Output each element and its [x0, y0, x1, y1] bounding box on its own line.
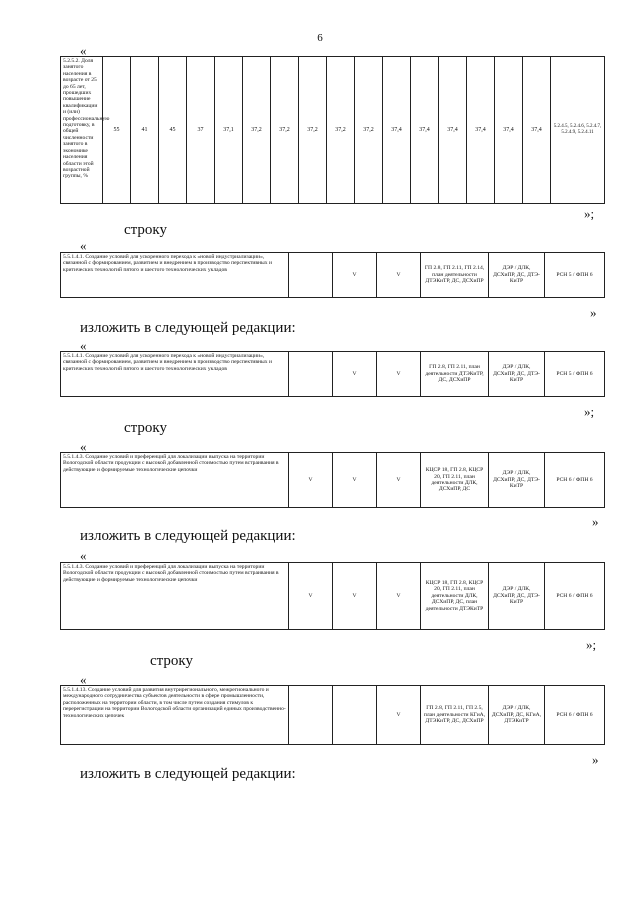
mark-cell: V — [333, 453, 377, 508]
closing-quote: »; — [584, 404, 595, 419]
indicator-value: 37,1 — [215, 57, 243, 204]
measure-description: 5.5.1.4.13. Создание условий для развития внутрирегионального, межрегионального и международного сотрудничества субъектов деятельности в сфере промышленности, расположенных на территории области, в том числе путем создания стимулов к перерегистрации на территории Вологодской области организаций единых производственно-технологических цепочек — [61, 686, 289, 745]
edit-phrase: изложить в следующей редакции: — [80, 766, 296, 782]
reference-cell: РСН 5 / ФПН 6 — [545, 253, 605, 298]
indicator-value: 37,2 — [243, 57, 271, 204]
closing-quote: »; — [584, 206, 595, 221]
mark-cell: V — [289, 563, 333, 630]
indicator-value: 37 — [187, 57, 215, 204]
executors-cell: ДЭР / ДЛК, ДСХиПР, ДС, КГиА, ДТЭКиТР — [489, 686, 545, 745]
measure-description: 5.5.1.4.3. Создание условий и преференций для локализации выпуска на территории Вологодской области продукции с высокой добавленной стоимостью путем встраивания в действующие и формируемые технологические цепочки — [61, 563, 289, 630]
indicator-label: 5.2.5.2. Доля занятого населения в возрасте от 25 до 65 лет, прошедших повышение квалификации и (или) профессиональную подготовку, в общей численности занятого в экономике населения области этой возрастной группы, % — [61, 57, 103, 204]
mark-cell: V — [333, 352, 377, 397]
indicator-value: 37,2 — [299, 57, 327, 204]
closing-quote: »; — [586, 637, 597, 652]
opening-quote: « — [80, 43, 87, 58]
executors-cell: ДЭР / ДЛК, ДСХиПР, ДС, ДТЭ-КиТР — [489, 453, 545, 508]
indicator-value: 37,2 — [355, 57, 383, 204]
mark-cell — [289, 686, 333, 745]
heading-row-word: строку — [150, 653, 193, 669]
reference-cell: РСН 6 / ФПН 6 — [545, 563, 605, 630]
closing-quote: » — [592, 752, 599, 767]
opening-quote: « — [80, 672, 87, 687]
indicator-value: 41 — [131, 57, 159, 204]
heading-row-word: строку — [124, 222, 167, 238]
indicator-table — [60, 56, 605, 204]
indicator-value: 55 — [103, 57, 131, 204]
executors-cell: ДЭР / ДЛК, ДСХиПР, ДС, ДТЭ-КиТР — [489, 352, 545, 397]
mark-cell — [289, 253, 333, 298]
executors-cell: ДЭР / ДЛК, ДСХиПР, ДС, ДТЭ-КиТР — [489, 563, 545, 630]
program-table — [60, 562, 605, 630]
opening-quote: « — [80, 439, 87, 454]
table-row — [61, 453, 605, 508]
indicator-value: 37,2 — [271, 57, 299, 204]
indicator-value: 37,2 — [327, 57, 355, 204]
opening-quote: « — [80, 238, 87, 253]
opening-quote: « — [80, 548, 87, 563]
indicator-row — [61, 57, 605, 204]
table-row — [61, 253, 605, 298]
plan-cell: КЦСР 18, ГП 2.8, КЦСР 20, ГП 2.11, план деятельности ДЛК, ДСХиПР, ДС, план деятельности ДТЭКиТР — [421, 563, 489, 630]
reference-cell: РСН 6 / ФПН 6 — [545, 686, 605, 745]
mark-cell: V — [377, 686, 421, 745]
indicator-value: 37,4 — [439, 57, 467, 204]
mark-cell: V — [289, 453, 333, 508]
reference-cell: РСН 6 / ФПН 6 — [545, 453, 605, 508]
executors-cell: ДЭР / ДЛК, ДСХиПР, ДС, ДТЭ-КиТР — [489, 253, 545, 298]
opening-quote: « — [80, 338, 87, 353]
indicator-value: 45 — [159, 57, 187, 204]
measure-description: 5.5.1.4.1. Создание условий для ускоренного перехода к «новой индустриализации», связанной с формированием, развитием и внедрением в производство перспективных и критических технологий пятого и шестого технологических укладов — [61, 352, 289, 397]
indicator-value: 37,4 — [467, 57, 495, 204]
indicator-refs: 5.2.4.5, 5.2.4.6, 5.2.4.7, 5.2.4.9, 5.2.4.11 — [551, 57, 605, 204]
mark-cell: V — [377, 253, 421, 298]
indicator-value: 37,4 — [383, 57, 411, 204]
closing-quote: » — [592, 514, 599, 529]
indicator-value: 37,4 — [495, 57, 523, 204]
reference-cell: РСН 5 / ФПН 6 — [545, 352, 605, 397]
heading-row-word: строку — [124, 420, 167, 436]
closing-quote: » — [590, 305, 597, 320]
program-table — [60, 452, 605, 508]
table-row — [61, 352, 605, 397]
mark-cell: V — [333, 253, 377, 298]
page-number: 6 — [317, 32, 323, 44]
mark-cell: V — [377, 352, 421, 397]
table-row — [61, 563, 605, 630]
plan-cell: ГП 2.8, ГП 2.11, ГП 2.5, план деятельности КГиА, ДТЭКиТР, ДС, ДСХиПР — [421, 686, 489, 745]
mark-cell: V — [377, 453, 421, 508]
indicator-value: 37,4 — [523, 57, 551, 204]
program-table — [60, 252, 605, 298]
plan-cell: ГП 2.8, ГП 2.11, план деятельности ДТЭКиТР, ДС, ДСХиПР — [421, 352, 489, 397]
measure-description: 5.5.1.4.1. Создание условий для ускоренного перехода к «новой индустриализации», связанной с формированием, развитием и внедрением в производство перспективных и критических технологий пятого и шестого технологических укладов — [61, 253, 289, 298]
measure-description: 5.5.1.4.3. Создание условий и преференций для локализации выпуска на территории Вологодской области продукции с высокой добавленной стоимостью путем встраивания в действующие и формируемые технологические цепочки — [61, 453, 289, 508]
plan-cell: КЦСР 18, ГП 2.8, КЦСР 20, ГП 2.11, план деятельности ДЛК, ДСХиПР, ДС — [421, 453, 489, 508]
indicator-value: 37,4 — [411, 57, 439, 204]
table-row — [61, 686, 605, 745]
mark-cell — [333, 686, 377, 745]
edit-phrase: изложить в следующей редакции: — [80, 528, 296, 544]
mark-cell: V — [377, 563, 421, 630]
mark-cell: V — [333, 563, 377, 630]
program-table — [60, 685, 605, 745]
program-table — [60, 351, 605, 397]
mark-cell — [289, 352, 333, 397]
plan-cell: ГП 2.8, ГП 2.11, ГП 2.14, план деятельности ДТЭКиТР, ДС, ДСХиПР — [421, 253, 489, 298]
edit-phrase: изложить в следующей редакции: — [80, 320, 296, 336]
